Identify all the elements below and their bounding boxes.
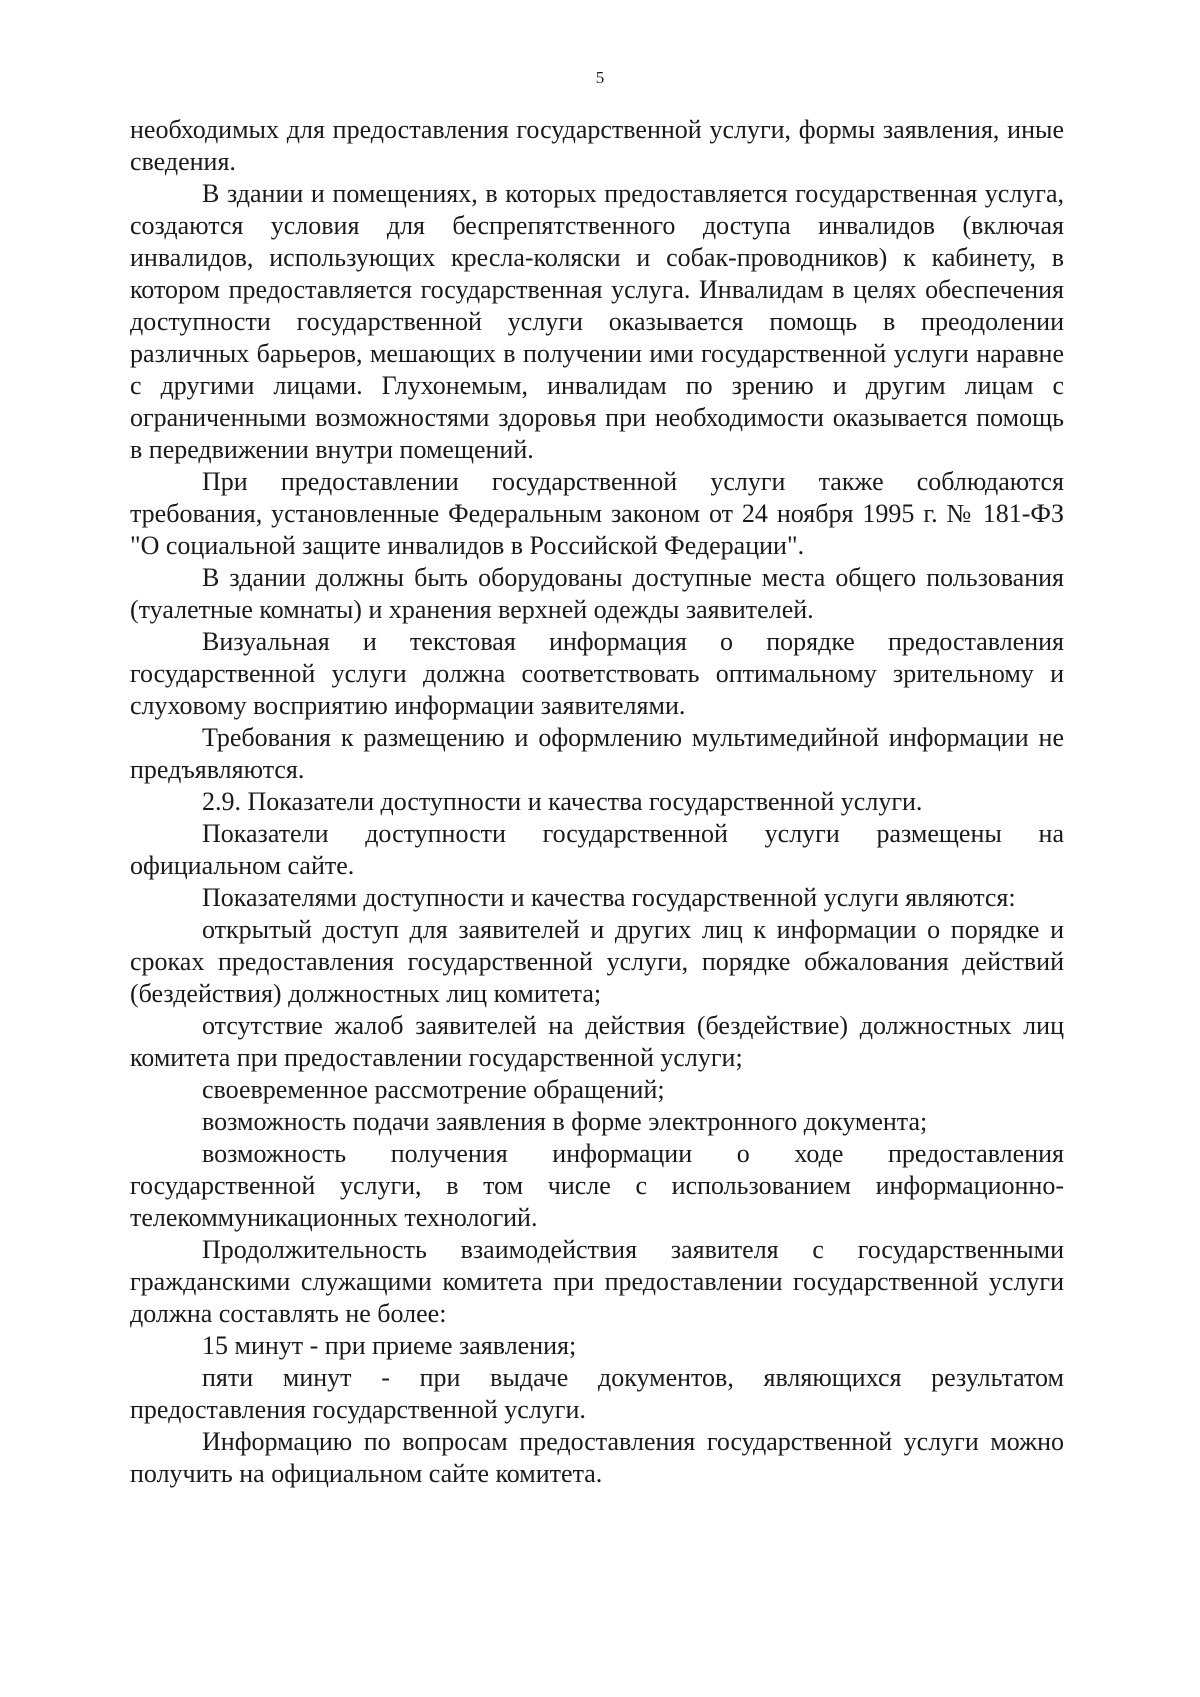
paragraph: Продолжительность взаимодействия заявителя с государственными гражданскими служащими комитета при предоставлении государственной услуги должна составлять не более:: [130, 1235, 1064, 1328]
paragraph: Требования к размещению и оформлению мультимедийной информации не предъявляются.: [130, 723, 1064, 784]
paragraph: необходимых для предоставления государственной услуги, формы заявления, иные сведения.: [130, 115, 1064, 176]
list-item: возможность подачи заявления в форме электронного документа;: [202, 1107, 928, 1136]
paragraph: Визуальная и текстовая информация о порядке предоставления государственной услуги должна соответствовать оптимальному зрительному и слуховому восприятию информации заявителями.: [130, 627, 1064, 720]
page-number: 5: [595, 68, 605, 87]
paragraph: Показатели доступности государственной услуги размещены на официальном сайте.: [130, 819, 1064, 880]
list-item: 15 минут - при приеме заявления;: [202, 1331, 577, 1360]
document-body: [130, 114, 1064, 1490]
section-heading: 2.9. Показатели доступности и качества государственной услуги.: [202, 787, 923, 816]
list-item: пяти минут - при выдаче документов, являющихся результатом предоставления государственной услуги.: [130, 1363, 1064, 1424]
paragraph: В здании должны быть оборудованы доступные места общего пользования (туалетные комнаты) и хранения верхней одежды заявителей.: [130, 563, 1064, 624]
list-item: возможность получения информации о ходе предоставления государственной услуги, в том числе с использованием информационно-телекоммуникационных технологий.: [130, 1139, 1064, 1232]
list-item: своевременное рассмотрение обращений;: [202, 1075, 665, 1104]
paragraph: Показателями доступности и качества государственной услуги являются:: [202, 883, 1016, 912]
paragraph: Информацию по вопросам предоставления государственной услуги можно получить на официальном сайте комитета.: [130, 1427, 1064, 1488]
list-item: отсутствие жалоб заявителей на действия (бездействие) должностных лиц комитета при предоставлении государственной услуги;: [130, 1011, 1064, 1072]
list-item: открытый доступ для заявителей и других лиц к информации о порядке и сроках предоставления государственной услуги, порядке обжалования действий (бездействия) должностных лиц комитета;: [130, 915, 1064, 1008]
paragraph: При предоставлении государственной услуги также соблюдаются требования, установленные Федеральным законом от 24 ноября 1995 г. № 181-ФЗ "О социальной защите инвалидов в Российской Федерации".: [130, 467, 1064, 560]
paragraph: В здании и помещениях, в которых предоставляется государственная услуга, создаются условия для беспрепятственного доступа инвалидов (включая инвалидов, использующих кресла-коляски и собак-проводников) к кабинету, в котором предоставляется государственная услуга. Инвалидам в целях обеспечения доступности государственной услуги оказывается помощь в преодолении различных барьеров, мешающих в получении ими государственной услуги наравне с другими лицами. Глухонемым, инвалидам по зрению и другим лицам с ограниченными возможностями здоровья при необходимости оказывается помощь в передвижении внутри помещений.: [130, 179, 1064, 464]
